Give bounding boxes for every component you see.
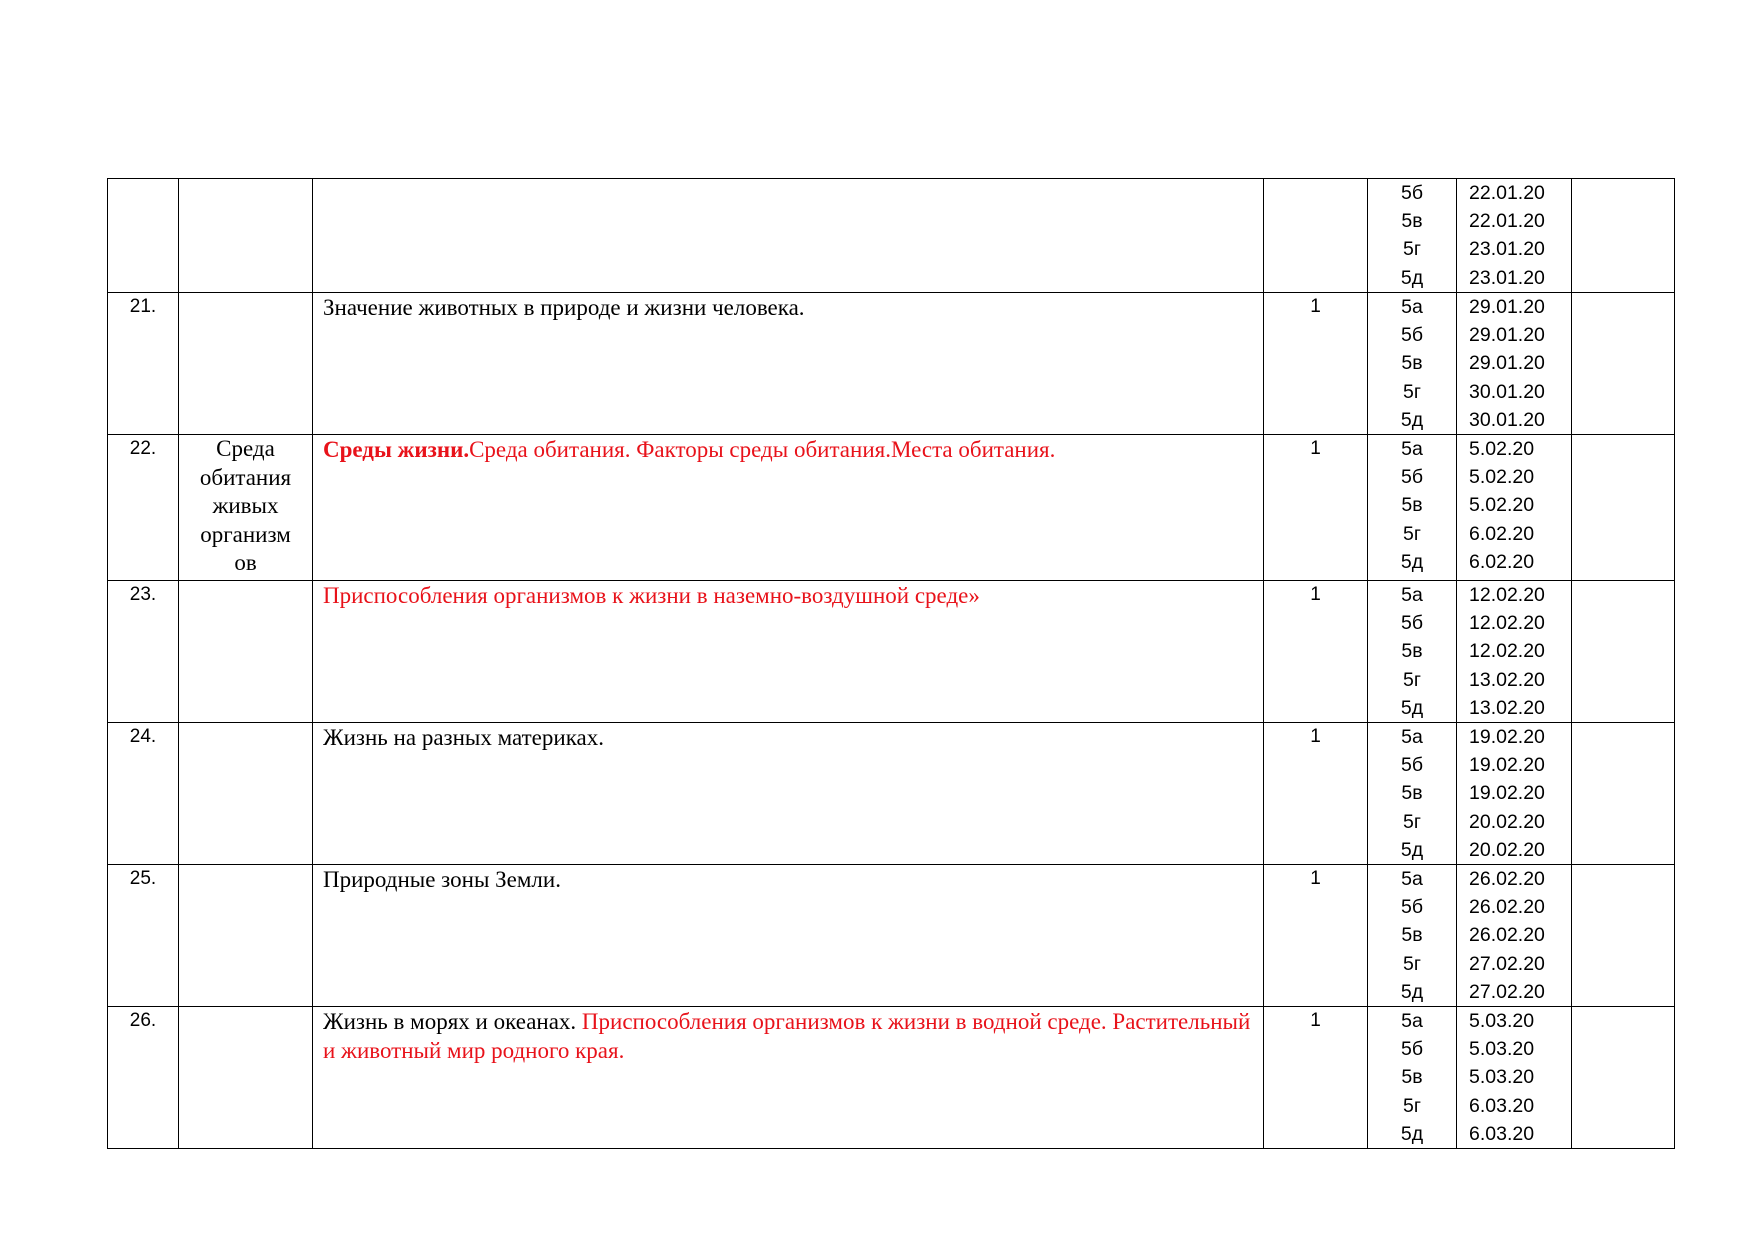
date-value: 22.01.20 <box>1469 182 1545 204</box>
class-label: 5в <box>1401 640 1423 663</box>
date-value: 29.01.20 <box>1469 324 1545 347</box>
date-value: 5.03.20 <box>1469 1066 1535 1089</box>
dates-cell <box>1457 179 1572 293</box>
lesson-number-cell <box>108 179 179 293</box>
section-text-line: обитания <box>199 464 292 490</box>
class-label: 5б <box>1400 612 1423 635</box>
dates-cell <box>1457 293 1572 435</box>
dates-cell <box>1457 865 1572 1007</box>
hours-cell: 1 <box>1264 581 1368 723</box>
topic-text-segment: Приспособления организмов к жизни в наземно-воздушной среде» <box>323 583 980 609</box>
hours-cell <box>1264 179 1368 293</box>
class-label: 5д <box>1400 550 1424 573</box>
dates-cell <box>1457 581 1572 723</box>
date-value: 29.01.20 <box>1469 352 1545 375</box>
date-value: 22.01.20 <box>1469 210 1545 233</box>
table-row <box>108 293 1675 435</box>
date-value: 6.02.20 <box>1469 550 1535 573</box>
date-value: 27.02.20 <box>1469 980 1545 1003</box>
section-cell <box>179 723 313 865</box>
class-label: 5г <box>1403 238 1421 261</box>
notes-cell <box>1572 723 1675 865</box>
classes-cell <box>1368 723 1457 865</box>
topic-cell <box>313 435 1264 581</box>
topic-text-segment: Среды жизни. <box>323 437 470 463</box>
section-cell <box>179 1007 313 1149</box>
date-value: 12.02.20 <box>1469 640 1545 663</box>
section-text-line: организм <box>200 521 291 547</box>
date-value: 26.02.20 <box>1469 924 1545 947</box>
section-cell <box>179 179 313 293</box>
section-cell <box>179 581 313 723</box>
class-label: 5а <box>1401 1010 1423 1033</box>
topic-text-segment: Жизнь в морях и океанах. <box>323 1009 582 1035</box>
class-label: 5г <box>1403 952 1421 975</box>
class-label: 5д <box>1400 266 1424 289</box>
class-label: 5б <box>1400 182 1423 204</box>
date-value: 19.02.20 <box>1469 782 1545 805</box>
date-value: 12.02.20 <box>1469 584 1545 607</box>
hours-cell: 1 <box>1264 865 1368 1007</box>
class-label: 5д <box>1400 1122 1424 1145</box>
date-value: 29.01.20 <box>1469 296 1545 318</box>
section-text-line: ов <box>234 550 257 576</box>
classes-cell <box>1368 1007 1457 1149</box>
date-value: 13.02.20 <box>1469 696 1545 719</box>
topic-cell <box>313 723 1264 865</box>
class-label: 5г <box>1403 380 1421 403</box>
dates-cell <box>1457 1007 1572 1149</box>
date-value: 19.02.20 <box>1469 754 1545 777</box>
table-row <box>108 865 1675 1007</box>
class-label: 5б <box>1400 754 1423 777</box>
section-text-line: живых <box>212 493 279 519</box>
lesson-number-cell: 24. <box>108 723 179 865</box>
classes-cell <box>1368 435 1457 581</box>
dates-cell <box>1457 435 1572 581</box>
table-row <box>108 723 1675 865</box>
date-value: 19.02.20 <box>1469 726 1545 749</box>
table-row <box>108 1007 1675 1149</box>
class-label: 5г <box>1403 522 1421 545</box>
classes-cell <box>1368 581 1457 723</box>
class-label: 5в <box>1401 494 1423 517</box>
class-label: 5б <box>1400 1038 1423 1061</box>
section-cell <box>179 865 313 1007</box>
date-value: 5.02.20 <box>1469 438 1535 461</box>
topic-cell <box>313 581 1264 723</box>
date-value: 6.03.20 <box>1469 1122 1535 1145</box>
class-label: 5д <box>1400 980 1424 1003</box>
class-label: 5а <box>1401 726 1423 749</box>
date-value: 20.02.20 <box>1469 838 1545 861</box>
classes-cell <box>1368 865 1457 1007</box>
date-value: 5.03.20 <box>1469 1010 1535 1033</box>
lesson-number-cell: 25. <box>108 865 179 1007</box>
lesson-number-cell: 23. <box>108 581 179 723</box>
topic-text-segment: Природные зоны Земли. <box>323 867 561 893</box>
topic-cell <box>313 865 1264 1007</box>
topic-text-segment: Значение животных в природе и жизни человека. <box>323 295 805 320</box>
section-cell <box>179 435 313 581</box>
lesson-number-cell: 26. <box>108 1007 179 1149</box>
table-row <box>108 435 1675 581</box>
date-value: 13.02.20 <box>1469 668 1545 691</box>
dates-cell <box>1457 723 1572 865</box>
class-label: 5в <box>1401 210 1423 233</box>
class-label: 5б <box>1400 324 1423 347</box>
topic-text-segment: Среда обитания. Факторы среды обитания.Места обитания. <box>469 437 1056 463</box>
date-value: 12.02.20 <box>1469 612 1545 635</box>
hours-cell: 1 <box>1264 1007 1368 1149</box>
class-label: 5в <box>1401 924 1423 947</box>
date-value: 5.02.20 <box>1469 494 1535 517</box>
date-value: 5.03.20 <box>1469 1038 1535 1061</box>
notes-cell <box>1572 435 1675 581</box>
date-value: 23.01.20 <box>1469 238 1545 261</box>
date-value: 6.03.20 <box>1469 1094 1535 1117</box>
date-value: 27.02.20 <box>1469 952 1545 975</box>
lesson-number-cell: 21. <box>108 293 179 435</box>
date-value: 30.01.20 <box>1469 380 1545 403</box>
classes-cell <box>1368 179 1457 293</box>
notes-cell <box>1572 865 1675 1007</box>
date-value: 30.01.20 <box>1469 408 1545 431</box>
lesson-plan-table <box>107 178 1675 1149</box>
classes-cell <box>1368 293 1457 435</box>
notes-cell <box>1572 1007 1675 1149</box>
topic-cell <box>313 179 1264 293</box>
notes-cell <box>1572 581 1675 723</box>
class-label: 5в <box>1401 782 1423 805</box>
date-value: 6.02.20 <box>1469 522 1535 545</box>
class-label: 5д <box>1400 408 1424 431</box>
class-label: 5д <box>1400 838 1424 861</box>
topic-cell <box>313 293 1264 435</box>
class-label: 5а <box>1401 438 1423 461</box>
class-label: 5а <box>1401 584 1423 607</box>
topic-text-segment: Жизнь на разных материках. <box>323 725 604 751</box>
date-value: 20.02.20 <box>1469 810 1545 833</box>
topic-text-segment: Приспособления организмов к жизни в водной среде. Растительный и животный мир родного края. <box>323 1009 1251 1064</box>
notes-cell <box>1572 179 1675 293</box>
hours-cell: 1 <box>1264 723 1368 865</box>
class-label: 5г <box>1403 810 1421 833</box>
notes-cell <box>1572 293 1675 435</box>
lesson-plan-body <box>108 179 1675 1149</box>
table-row <box>108 179 1675 293</box>
section-cell <box>179 293 313 435</box>
class-label: 5в <box>1401 1066 1423 1089</box>
hours-cell: 1 <box>1264 435 1368 581</box>
date-value: 23.01.20 <box>1469 266 1545 289</box>
class-label: 5а <box>1401 296 1423 318</box>
topic-cell <box>313 1007 1264 1149</box>
class-label: 5в <box>1401 352 1423 375</box>
lesson-number-cell: 22. <box>108 435 179 581</box>
class-label: 5а <box>1401 868 1423 891</box>
date-value: 26.02.20 <box>1469 868 1545 891</box>
date-value: 5.02.20 <box>1469 466 1535 489</box>
class-label: 5б <box>1400 466 1423 489</box>
class-label: 5д <box>1400 696 1424 719</box>
section-text-line: Среда <box>216 436 275 462</box>
hours-cell: 1 <box>1264 293 1368 435</box>
class-label: 5г <box>1403 668 1421 691</box>
date-value: 26.02.20 <box>1469 896 1545 919</box>
class-label: 5г <box>1403 1094 1421 1117</box>
class-label: 5б <box>1400 896 1423 919</box>
table-row <box>108 581 1675 723</box>
